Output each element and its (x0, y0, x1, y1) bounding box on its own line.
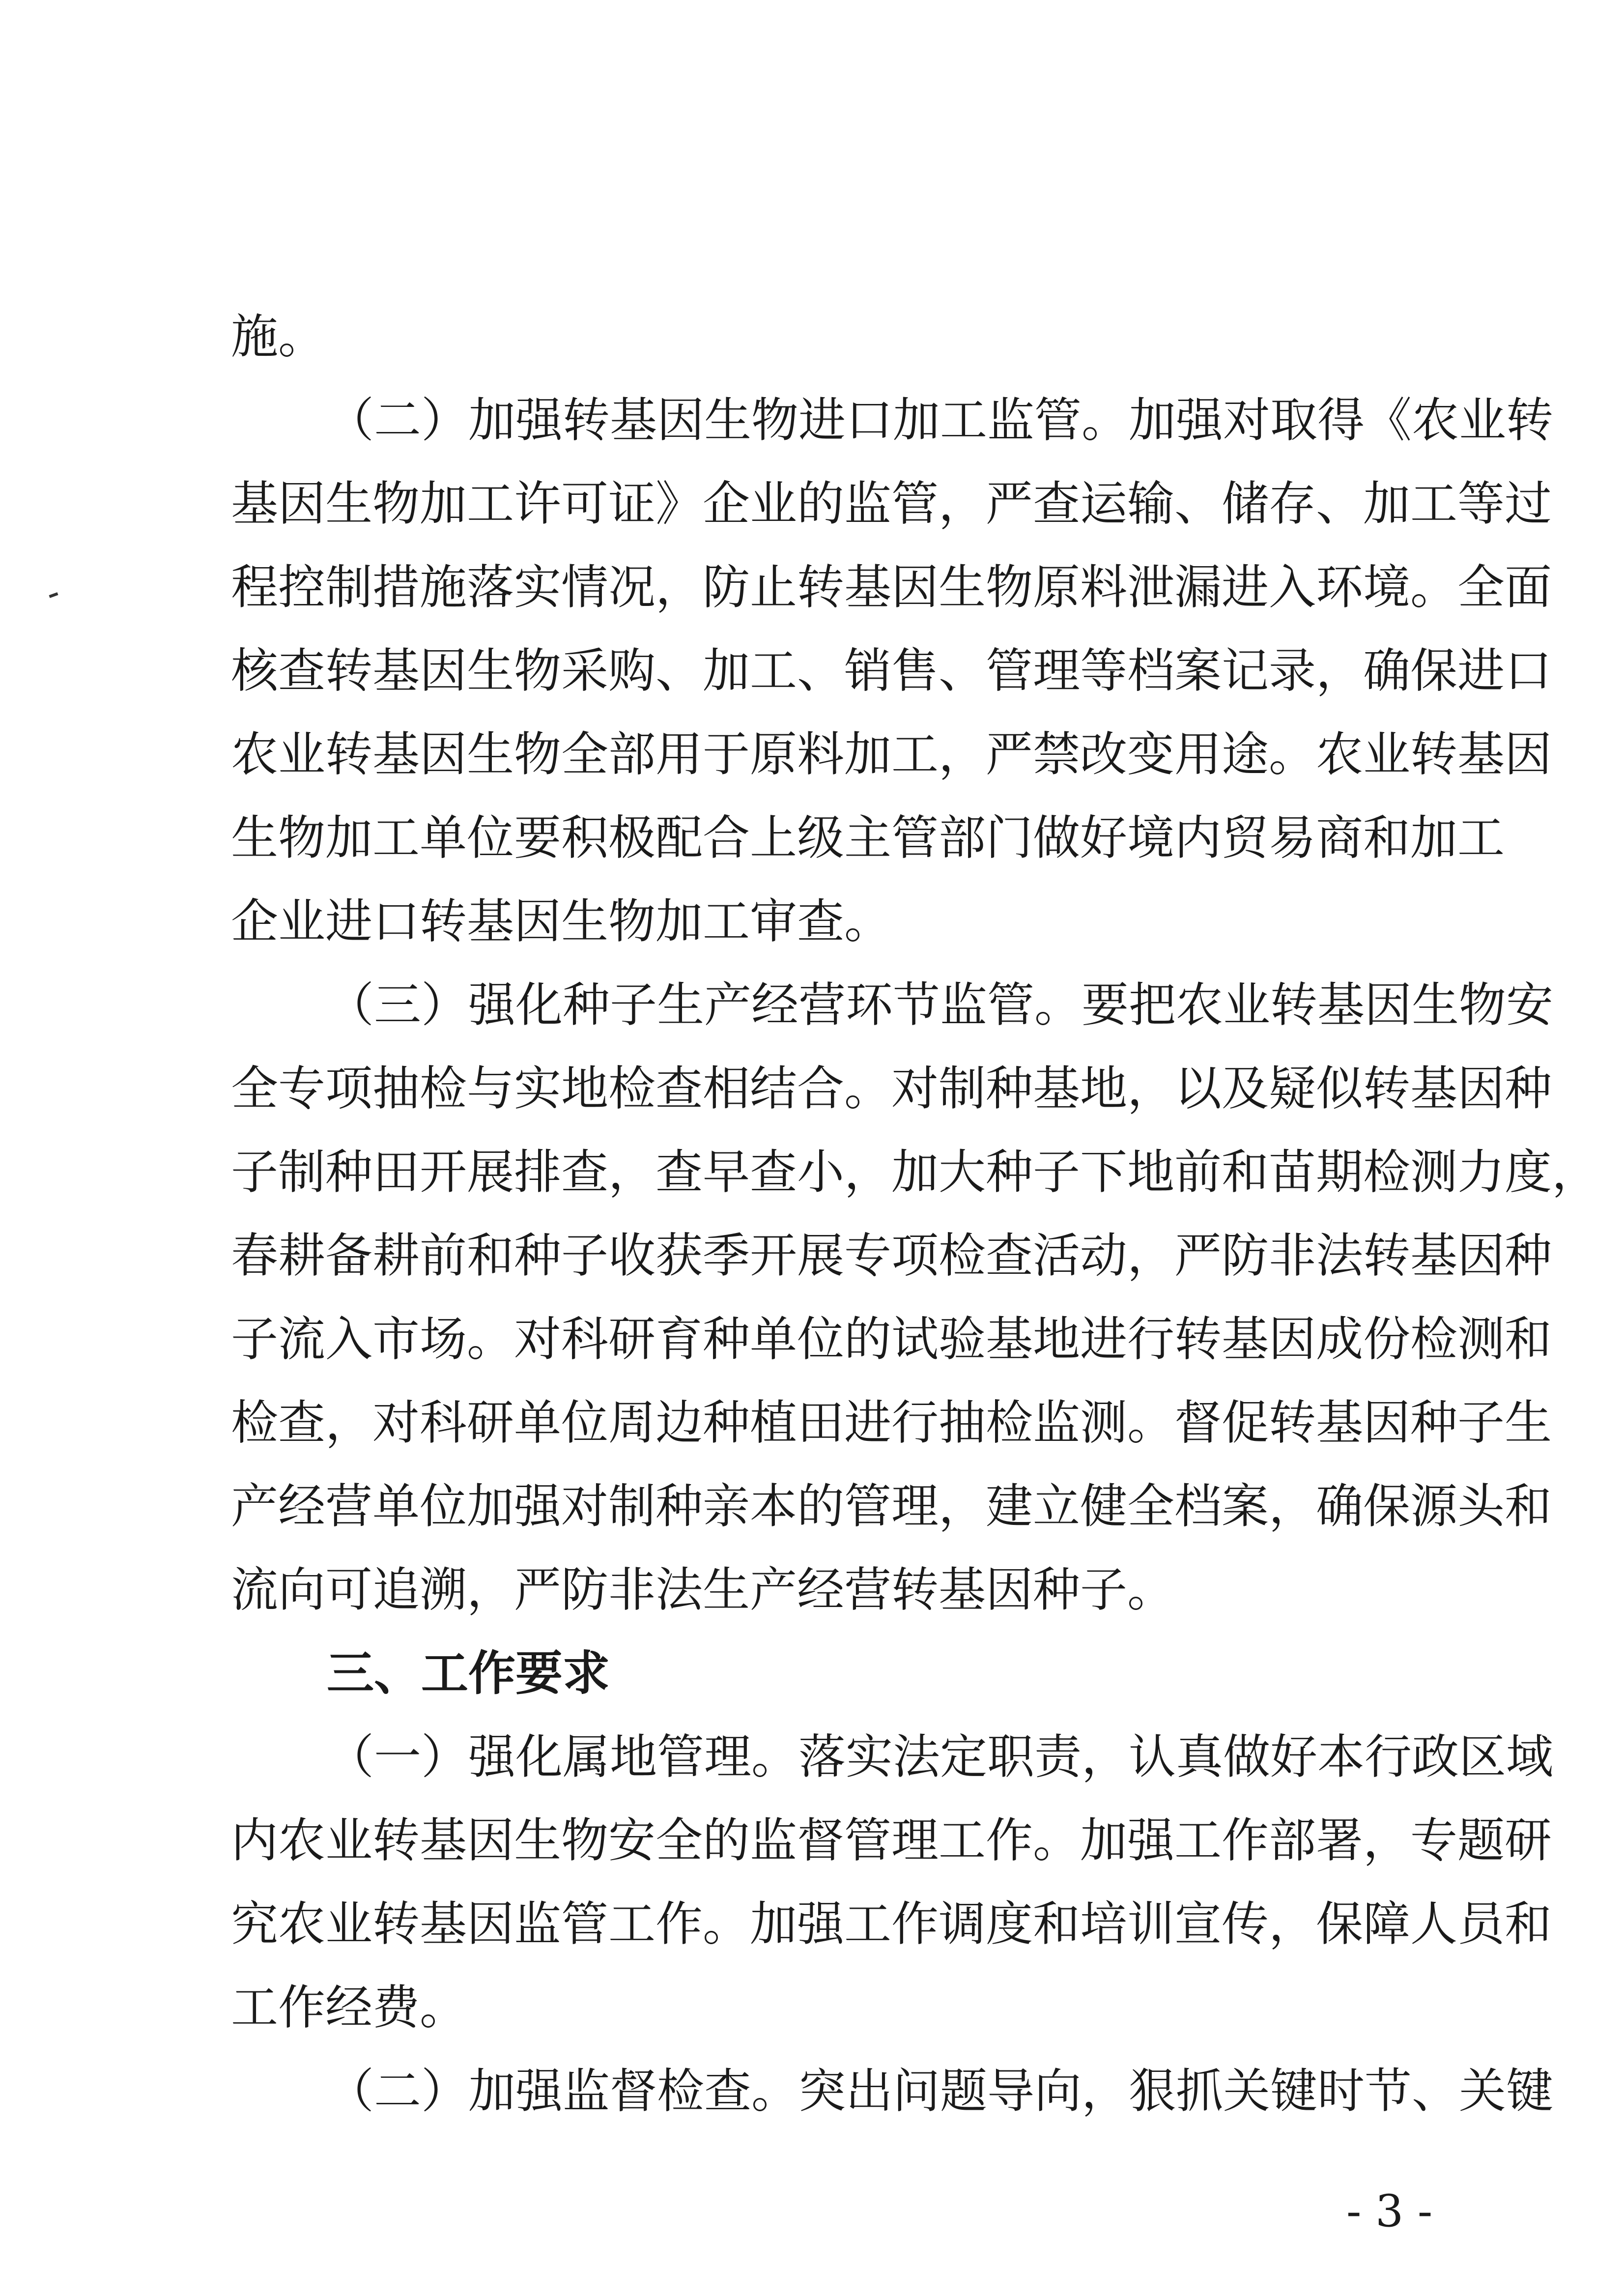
paragraph-line: （二）加强监督检查。突出问题导向，狠抓关键时节、关键 (327, 2064, 1553, 2119)
text-line: 子制种田开展排查，查早查小，加大种子下地前和苗期检测力度， (231, 1145, 1599, 1200)
text-line: 基因生物加工许可证》企业的监管，严查运输、储存、加工等过 (231, 476, 1552, 531)
paragraph-line: （三）强化种子生产经营环节监管。要把农业转基因生物安 (327, 977, 1553, 1033)
section-heading: 三、工作要求 (327, 1646, 610, 1701)
text-line: 工作经费。 (231, 1980, 467, 2035)
text-line: 检查，对科研单位周边种植田进行抽检监测。督促转基因种子生 (231, 1395, 1552, 1450)
text-line: 产经营单位加强对制种亲本的管理，建立健全档案，确保源头和 (231, 1479, 1552, 1534)
paragraph-line: （一）强化属地管理。落实法定职责，认真做好本行政区域 (327, 1729, 1553, 1784)
paragraph-line: （二）加强转基因生物进口加工监管。加强对取得《农业转 (327, 393, 1553, 448)
text-line: 子流入市场。对科研育种单位的试验基地进行转基因成份检测和 (231, 1312, 1552, 1367)
text-line: 春耕备耕前和种子收获季开展专项检查活动，严防非法转基因种 (231, 1228, 1552, 1283)
text-line: 究农业转基因监管工作。加强工作调度和培训宣传，保障人员和 (231, 1896, 1552, 1952)
text-line: 核查转基因生物采购、加工、销售、管理等档案记录，确保进口 (231, 643, 1552, 698)
scan-mark (49, 592, 58, 598)
text-line: 企业进口转基因生物加工审查。 (231, 894, 891, 949)
text-line: 程控制措施落实情况，防止转基因生物原料泄漏进入环境。全面 (231, 560, 1552, 615)
text-line: 生物加工单位要积极配合上级主管部门做好境内贸易商和加工 (231, 810, 1505, 865)
text-line: 流向可追溯，严防非法生产经营转基因种子。 (231, 1562, 1174, 1617)
text-line: 农业转基因生物全部用于原料加工，严禁改变用途。农业转基因 (231, 727, 1552, 782)
text-line: 全专项抽检与实地检查相结合。对制种基地，以及疑似转基因种 (231, 1061, 1552, 1116)
page-number: - 3 - (1346, 2185, 1433, 2237)
text-line: 施。 (231, 309, 325, 364)
text-line: 内农业转基因生物安全的监督管理工作。加强工作部署，专题研 (231, 1813, 1552, 1868)
